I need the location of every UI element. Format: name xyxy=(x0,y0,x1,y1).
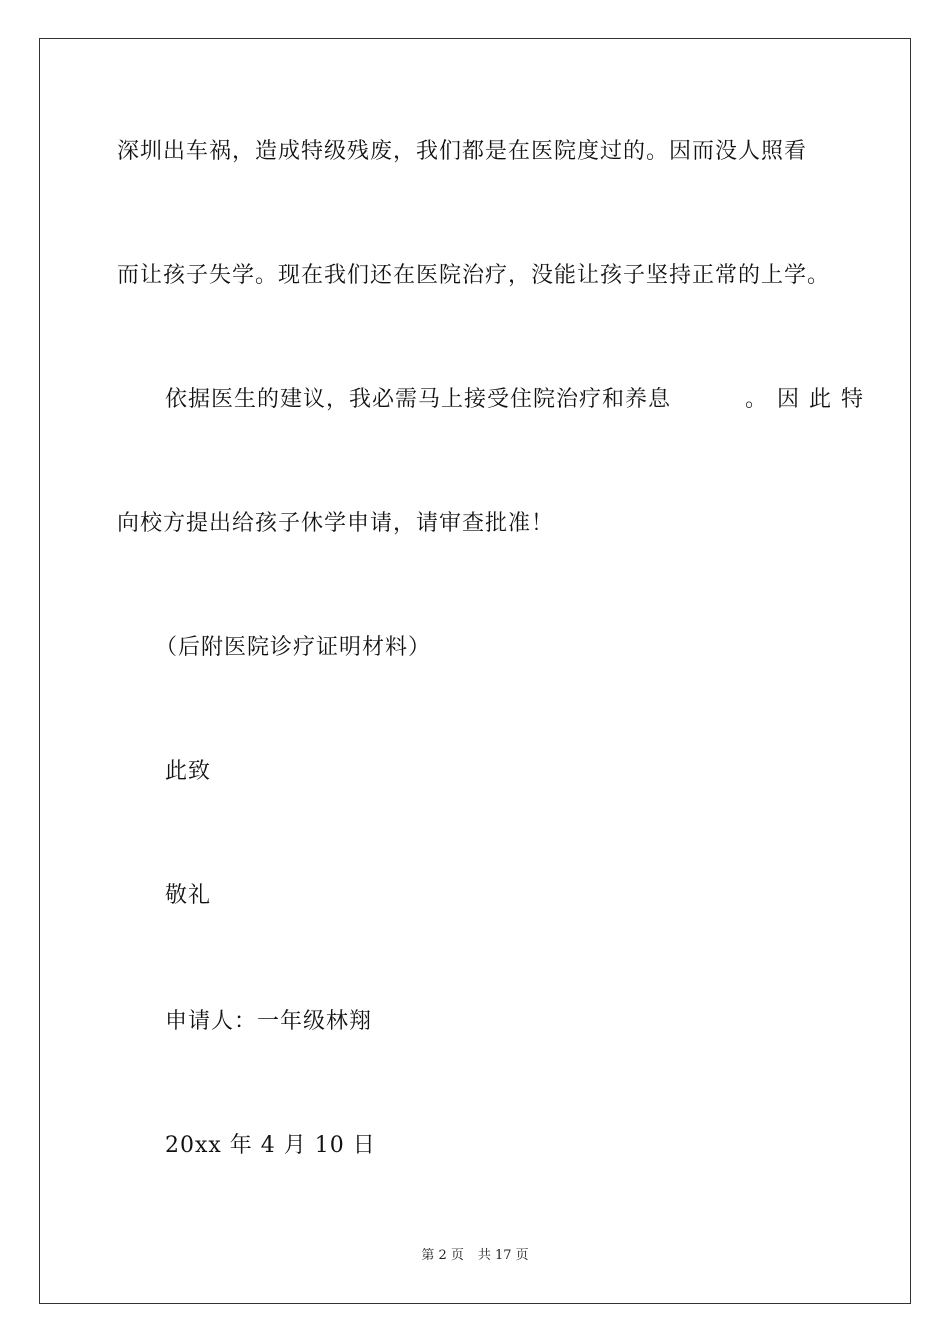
body-line-2: 而让孩子失学。现在我们还在医院治疗，没能让孩子坚持正常的上学。 xyxy=(117,263,831,288)
page-footer xyxy=(0,1247,950,1265)
page-border xyxy=(39,38,911,1304)
applicant-signature: 申请人：一年级林翔 xyxy=(165,1009,373,1034)
closing-salutation-2: 敬礼 xyxy=(165,883,212,908)
body-line-3-main: 依据医生的建议，我必需马上接受住院治疗和养息 xyxy=(165,387,672,412)
body-line-3 xyxy=(165,385,874,415)
letter-date: 20xx 年 4 月 10 日 xyxy=(165,1133,376,1158)
page-total: 共 17 页 xyxy=(477,1248,529,1263)
page-number: 第 2 页 xyxy=(421,1248,464,1263)
closing-salutation-1: 此致 xyxy=(165,759,212,784)
body-line-4: 向校方提出给孩子休学申请，请审查批准！ xyxy=(117,511,555,536)
body-line-3-tail: 。因此特 xyxy=(745,387,874,412)
attachment-note: （后附医院诊疗证明材料） xyxy=(155,635,432,660)
body-line-1: 深圳出车祸，造成特级残废，我们都是在医院度过的。因而没人照看 xyxy=(117,139,808,164)
